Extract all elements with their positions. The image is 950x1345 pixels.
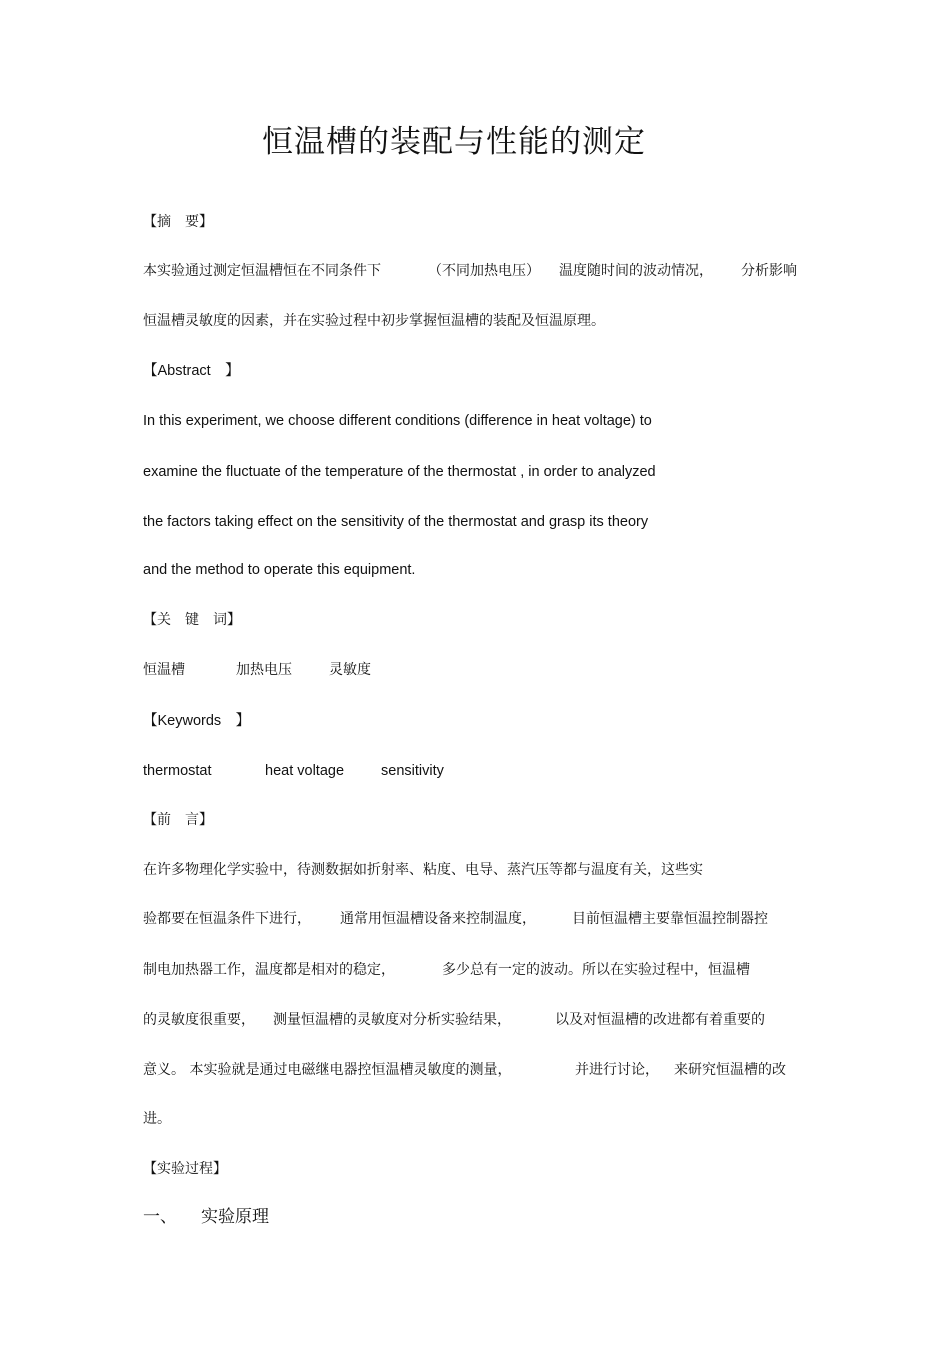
abstract-en-line: and the method to operate this equipment. [143,562,416,578]
text-segment: 多少总有一定的波动。所以在实验过程中，恒温槽 [442,962,750,978]
section-heading [143,1208,443,1228]
text-segment: 并进行讨论， [575,1062,659,1078]
abstract-en-line: the factors taking effect on the sensitivity of the thermostat and grasp its theory [143,514,649,530]
abstract-cn-heading: 【摘 要】 [143,214,213,230]
section-title: 实验原理 [201,1207,269,1227]
preface-line [143,961,813,979]
keyword-item: 灵敏度 [329,662,371,678]
abstract-cn-line-2: 恒温槽灵敏度的因素，并在实验过程中初步掌握恒温槽的装配及恒温原理。 [143,313,605,329]
page-title: 恒温槽的装配与性能的测定 [262,124,646,160]
keywords-en-list [143,762,543,780]
text-segment: 目前恒温槽主要靠恒温控制器控 [572,911,768,927]
keyword-item: 加热电压 [236,662,292,678]
text-segment: 意义。 本实验就是通过电磁继电器控恒温槽灵敏度的测量， [143,1062,512,1078]
preface-line: 进。 [143,1111,171,1127]
keyword-item: heat voltage [265,763,345,779]
section-number: 一、 [143,1207,177,1227]
process-heading: 【实验过程】 [143,1161,227,1177]
text-segment: 测量恒温槽的灵敏度对分析实验结果， [273,1012,511,1028]
preface-line [143,1061,813,1079]
keywords-cn-heading: 【关 键 词】 [143,612,241,628]
keywords-en-heading: 【Keywords 】 [143,713,251,729]
keywords-cn-list [143,661,543,679]
text-segment: 温度随时间的波动情况， [559,263,713,279]
keyword-item: sensitivity [381,763,444,779]
abstract-en-heading: 【Abstract 】 [143,363,240,379]
text-segment: 以及对恒温槽的改进都有着重要的 [555,1012,765,1028]
text-segment: 来研究恒温槽的改 [674,1062,786,1078]
preface-heading: 【前 言】 [143,812,213,828]
text-segment: 验都要在恒温条件下进行， [143,911,311,927]
preface-line [143,910,813,928]
text-segment: 制电加热器工作，温度都是相对的稳定， [143,962,395,978]
abstract-en-line: examine the fluctuate of the temperature of the thermostat , in order to analyzed [143,464,656,480]
preface-line: 在许多物理化学实验中，待测数据如折射率、粘度、电导、蒸汽压等都与温度有关，这些实 [143,862,703,878]
text-segment: 本实验通过测定恒温槽恒在不同条件下 [143,263,381,279]
text-segment: 分析影响 [741,263,797,279]
text-segment: 通常用恒温槽设备来控制温度， [340,911,536,927]
keyword-item: thermostat [143,763,212,779]
abstract-en-line: In this experiment, we choose different conditions (difference in heat voltage) to [143,413,652,429]
text-segment: 的灵敏度很重要， [143,1012,255,1028]
keyword-item: 恒温槽 [143,662,185,678]
text-segment: （不同加热电压） [428,263,540,279]
abstract-cn-line-1 [143,262,813,280]
preface-line [143,1011,813,1029]
